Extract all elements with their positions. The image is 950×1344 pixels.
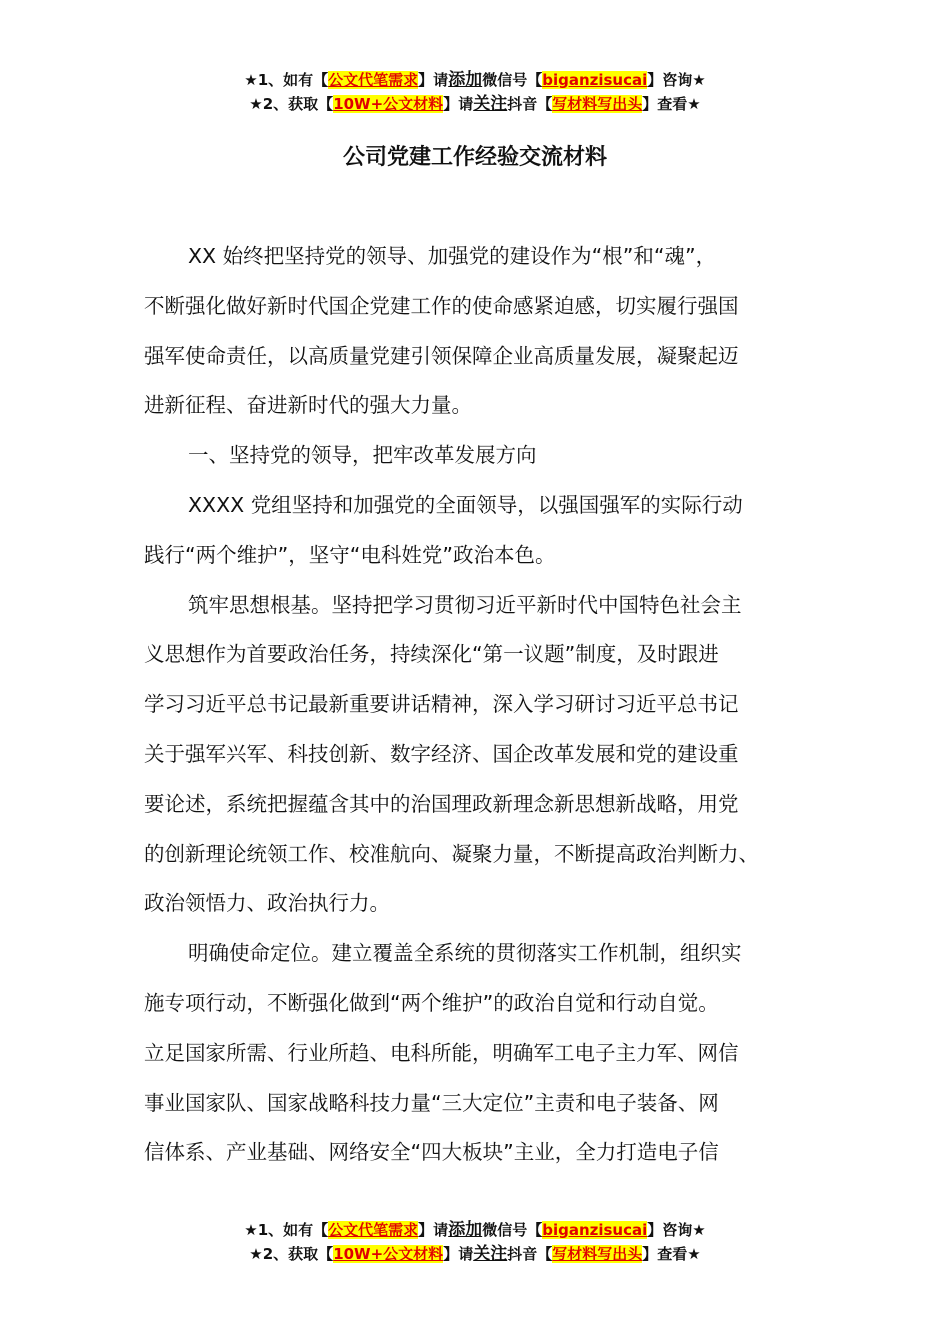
paragraph: [144, 232, 824, 431]
promo-banner-bottom: [0, 1218, 950, 1266]
paragraph-line: 强军使命责任，以高质量党建引领保障企业高质量发展，凝聚起迈: [144, 343, 739, 368]
paragraph: [144, 481, 824, 581]
paragraph-line: 明确使命定位。建立覆盖全系统的贯彻落实工作机制，组织实: [188, 941, 742, 966]
promo-banner-top: [0, 68, 950, 116]
document-body: [144, 232, 824, 1178]
paragraph: [144, 581, 824, 930]
paragraph-line: 学习习近平总书记最新重要讲话精神，深入学习研讨习近平总书记: [144, 692, 739, 717]
paragraph-line: 立足国家所需、行业所趋、电科所能，明确军工电子主力军、网信: [144, 1040, 739, 1065]
paragraph-line: 要论述，系统把握蕴含其中的治国理政新理念新思想新战略，用党: [144, 791, 739, 816]
paragraph-line: 进新征程、奋进新时代的强大力量。: [144, 393, 472, 418]
paragraph-line: 政治领悟力、政治执行力。: [144, 891, 390, 916]
paragraph-line: XX 始终把坚持党的领导、加强党的建设作为“根”和“魂”，: [188, 244, 717, 268]
paragraph-line: 的创新理论统领工作、校准航向、凝聚力量，不断提高政治判断力、: [144, 841, 759, 866]
promo-line-1: ★1、如有【公文代笔需求】请添加微信号【biganzisucai】咨询★: [244, 70, 706, 90]
paragraph-line: 事业国家队、国家战略科技力量“三大定位”主责和电子装备、网: [144, 1090, 719, 1115]
promo-line-1: ★1、如有【公文代笔需求】请添加微信号【biganzisucai】咨询★: [244, 1220, 706, 1240]
paragraph-line: 践行“两个维护”，坚守“电科姓党”政治本色。: [144, 542, 556, 567]
paragraph-line: 一、坚持党的领导，把牢改革发展方向: [188, 443, 537, 468]
paragraph-line: 施专项行动，不断强化做到“两个维护”的政治自觉和行动自觉。: [144, 990, 719, 1015]
paragraph-line: 关于强军兴军、科技创新、数字经济、国企改革发展和党的建设重: [144, 741, 739, 766]
document-title: 公司党建工作经验交流材料: [342, 145, 607, 170]
paragraph: [144, 431, 824, 481]
paragraph: [144, 929, 824, 1178]
promo-line-2: ★2、获取【10W+公文材料】请关注抖音【写材料写出头】查看★: [249, 1244, 701, 1264]
paragraph-line: 义思想作为首要政治任务，持续深化“第一议题”制度，及时跟进: [144, 642, 719, 667]
paragraph-line: 筑牢思想根基。坚持把学习贯彻习近平新时代中国特色社会主: [188, 592, 742, 617]
paragraph-line: 信体系、产业基础、网络安全“四大板块”主业，全力打造电子信: [144, 1140, 719, 1165]
paragraph-line: 不断强化做好新时代国企党建工作的使命感紧迫感，切实履行强国: [144, 293, 739, 318]
promo-line-2: ★2、获取【10W+公文材料】请关注抖音【写材料写出头】查看★: [249, 94, 701, 114]
paragraph-line: XXXX 党组坚持和加强党的全面领导，以强国强军的实际行动: [188, 492, 743, 517]
